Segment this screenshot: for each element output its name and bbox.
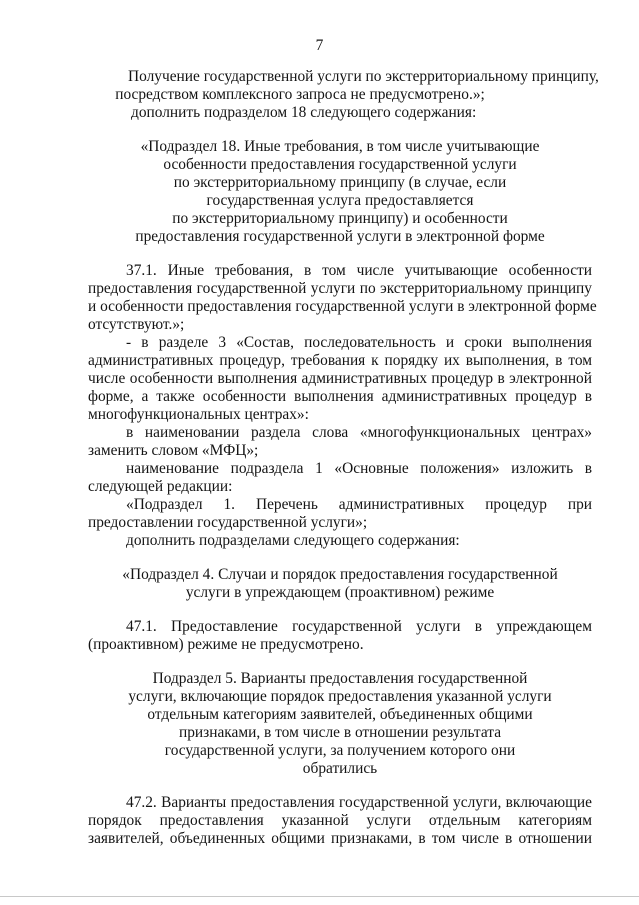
heading-5-line-2: услуги, включающие порядок предоставления указанной услуги bbox=[128, 688, 552, 705]
sub1-quote-line-2: предоставлении государственной услуги»; bbox=[88, 514, 368, 531]
page-number: 7 bbox=[315, 37, 324, 54]
p-47-1-line-1: 47.1. Предоставление государственной услуги в упреждающем bbox=[126, 618, 592, 635]
p-47-1-line-2: (проактивном) режиме не предусмотрено. bbox=[88, 636, 364, 653]
p-37-1-line-3: и особенности предоставления государственной услуги в электронной форме bbox=[88, 298, 597, 315]
p-37-1-line-4: отсутствуют.»; bbox=[88, 316, 185, 333]
sub1-quote-line-1: «Подраздел 1. Перечень административных процедур при bbox=[126, 496, 592, 513]
sub1-line-1: наименование подраздела 1 «Основные положения» изложить в bbox=[126, 460, 592, 477]
p-37-1-line-2: предоставления государственной услуги по экстерриториальному принципу bbox=[88, 280, 592, 297]
page-edge-divider bbox=[0, 896, 639, 897]
intro-line-3: дополнить подразделом 18 следующего содержания: bbox=[131, 104, 477, 121]
heading-18-line-4: государственная услуга предоставляется bbox=[206, 192, 474, 209]
section3-line-2: административных процедур, требования к порядку их выполнения, в том bbox=[88, 352, 592, 369]
heading-18-line-2: особенности предоставления государственной услуги bbox=[163, 156, 517, 173]
section3-line-5: многофункциональных центрах»: bbox=[88, 406, 309, 423]
heading-5-line-4: признаками, в том числе в отношении результата bbox=[178, 724, 502, 741]
rename-line-1: в наименовании раздела слова «многофункциональных центрах» bbox=[126, 424, 592, 441]
intro-line-1: Получение государственной услуги по экстерриториальному принципу, bbox=[128, 68, 599, 85]
heading-5-line-1: Подраздел 5. Варианты предоставления государственной bbox=[152, 670, 528, 687]
heading-5-line-3: отдельным категориям заявителей, объединенных общими bbox=[147, 706, 533, 723]
heading-4-line-1: «Подраздел 4. Случаи и порядок предоставления государственной bbox=[122, 566, 558, 583]
heading-18-line-6: предоставления государственной услуги в электронной форме bbox=[135, 228, 545, 245]
rename-line-2: заменить словом «МФЦ»; bbox=[88, 442, 259, 459]
p-37-1-line-1: 37.1. Иные требования, в том числе учитывающие особенности bbox=[126, 262, 592, 279]
section3-line-1: - в разделе 3 «Состав, последовательность и сроки выполнения bbox=[126, 334, 592, 351]
p-47-2-line-2: порядок предоставления указанной услуги отдельным категориям bbox=[88, 812, 592, 829]
heading-5-line-5: государственной услуги, за получением которого они bbox=[164, 742, 516, 759]
section3-line-3: числе особенности выполнения административных процедур в электронной bbox=[88, 370, 592, 387]
sub1-line-2: следующей редакции: bbox=[88, 478, 233, 495]
heading-4-line-2: услуги в упреждающем (проактивном) режиме bbox=[185, 584, 495, 601]
section3-line-4: форме, а также особенности выполнения административных процедур в bbox=[88, 388, 592, 405]
heading-18-line-1: «Подраздел 18. Иные требования, в том числе учитывающие bbox=[140, 138, 540, 155]
heading-18-line-5: по экстерриториальному принципу) и особенности bbox=[172, 210, 508, 227]
heading-5-line-6: обратились bbox=[302, 760, 378, 777]
add-subsections-line: дополнить подразделами следующего содержания: bbox=[126, 532, 460, 549]
p-47-2-line-1: 47.2. Варианты предоставления государственной услуги, включающие bbox=[126, 794, 592, 811]
p-47-2-line-3: заявителей, объединенных общими признаками, в том числе в отношении bbox=[88, 830, 592, 847]
heading-18-line-3: по экстерриториальному принципу (в случае, если bbox=[173, 174, 507, 191]
intro-line-2: посредством комплексного запроса не предусмотрено.»; bbox=[115, 86, 485, 103]
